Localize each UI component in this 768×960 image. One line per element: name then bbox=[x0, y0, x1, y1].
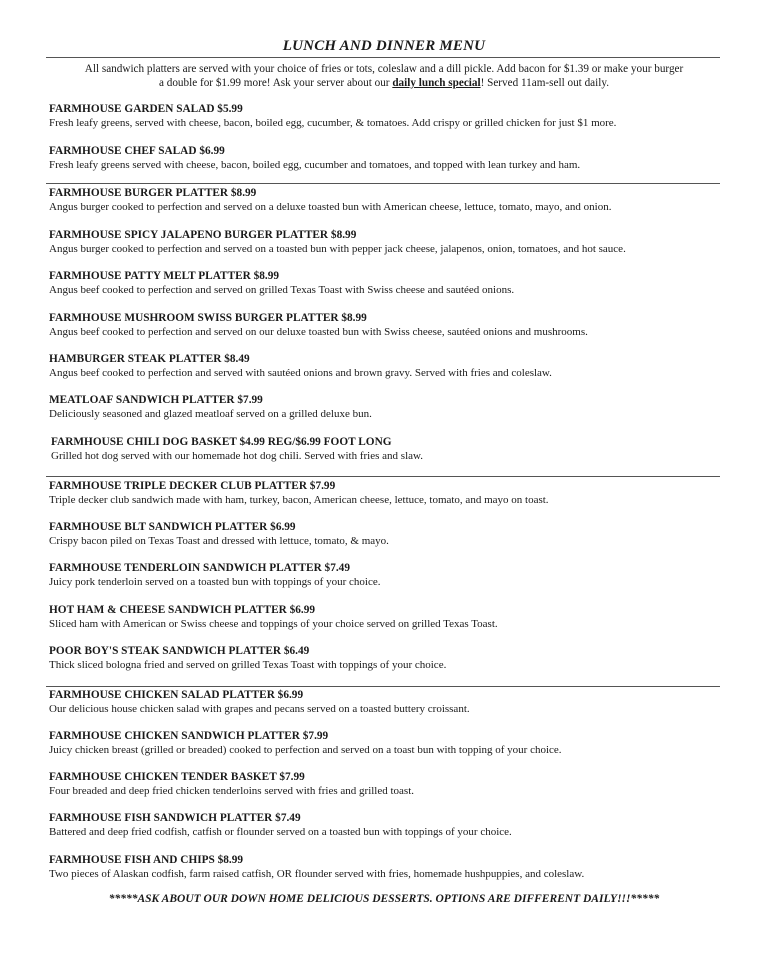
item-name: FARMHOUSE FISH AND CHIPS $8.99 bbox=[49, 854, 244, 866]
menu-item bbox=[49, 186, 739, 214]
menu-intro bbox=[48, 62, 720, 90]
divider bbox=[46, 57, 720, 58]
menu-item bbox=[49, 228, 739, 256]
item-description: Crispy bacon piled on Texas Toast and dressed with lettuce, tomato, & mayo. bbox=[49, 535, 389, 547]
item-name: FARMHOUSE CHEF SALAD $6.99 bbox=[49, 145, 225, 157]
menu-item bbox=[49, 811, 739, 839]
item-name: FARMHOUSE BURGER PLATTER $8.99 bbox=[49, 187, 257, 199]
menu-item bbox=[51, 435, 741, 463]
item-description: Angus beef cooked to perfection and served with sautéed onions and brown gravy. Served with fries and coleslaw. bbox=[49, 367, 552, 379]
menu-item bbox=[49, 144, 739, 172]
item-name: FARMHOUSE TRIPLE DECKER CLUB PLATTER $7.99 bbox=[49, 480, 336, 492]
menu-item bbox=[49, 479, 739, 507]
menu-item bbox=[49, 729, 739, 757]
intro-line-1: All sandwich platters are served with your choice of fries or tots, coleslaw and a dill pickle. Add bacon for $1.39 or make your burger bbox=[84, 63, 684, 75]
item-name: FARMHOUSE CHICKEN SANDWICH PLATTER $7.99 bbox=[49, 730, 329, 742]
item-description: Fresh leafy greens, served with cheese, bacon, boiled egg, cucumber, & tomatoes. Add crispy or grilled chicken for just $1 more. bbox=[49, 117, 617, 129]
item-description: Juicy pork tenderloin served on a toasted bun with toppings of your choice. bbox=[49, 576, 381, 588]
item-name: FARMHOUSE PATTY MELT PLATTER $8.99 bbox=[49, 270, 280, 282]
item-name: HOT HAM & CHEESE SANDWICH PLATTER $6.99 bbox=[49, 604, 316, 616]
item-name: FARMHOUSE CHILI DOG BASKET $4.99 REG/$6.99 FOOT LONG bbox=[51, 436, 392, 448]
item-name: FARMHOUSE CHICKEN SALAD PLATTER $6.99 bbox=[49, 689, 304, 701]
item-description: Sliced ham with American or Swiss cheese and toppings of your choice served on grilled Texas Toast. bbox=[49, 618, 498, 630]
item-name: FARMHOUSE BLT SANDWICH PLATTER $6.99 bbox=[49, 521, 296, 533]
item-name: FARMHOUSE FISH SANDWICH PLATTER $7.49 bbox=[49, 812, 301, 824]
menu-item bbox=[49, 853, 739, 881]
item-description: Four breaded and deep fried chicken tenderloins served with fries and grilled toast. bbox=[49, 785, 415, 797]
menu-item bbox=[49, 561, 739, 589]
menu-title: LUNCH AND DINNER MENU bbox=[282, 38, 486, 54]
item-name: FARMHOUSE GARDEN SALAD $5.99 bbox=[49, 103, 243, 115]
menu-item bbox=[49, 352, 739, 380]
item-description: Two pieces of Alaskan codfish, farm raised catfish, OR flounder served with fries, homemade hushpuppies, and coleslaw. bbox=[49, 868, 585, 880]
item-name: MEATLOAF SANDWICH PLATTER $7.99 bbox=[49, 394, 263, 406]
item-name: FARMHOUSE MUSHROOM SWISS BURGER PLATTER $8.99 bbox=[49, 312, 367, 324]
menu-item bbox=[49, 688, 739, 716]
item-description: Angus burger cooked to perfection and served on a toasted bun with pepper jack cheese, jalapenos, onion, tomatoes, and hot sauce. bbox=[49, 243, 626, 255]
intro-line-2 bbox=[48, 76, 720, 90]
daily-lunch-special: daily lunch special bbox=[392, 77, 481, 89]
item-description: Grilled hot dog served with our homemade hot dog chili. Served with fries and slaw. bbox=[51, 450, 423, 462]
item-name: FARMHOUSE SPICY JALAPENO BURGER PLATTER $8.99 bbox=[49, 229, 357, 241]
item-description: Our delicious house chicken salad with grapes and pecans served on a toasted buttery croissant. bbox=[49, 703, 470, 715]
divider bbox=[46, 686, 720, 687]
item-description: Deliciously seasoned and glazed meatloaf served on a grilled deluxe bun. bbox=[49, 408, 372, 420]
item-description: Triple decker club sandwich made with ham, turkey, bacon, American cheese, lettuce, tomato, and mayo on toast. bbox=[49, 494, 549, 506]
desserts-note: *****ASK ABOUT OUR DOWN HOME DELICIOUS DESSERTS. OPTIONS ARE DIFFERENT DAILY!!!***** bbox=[108, 893, 660, 905]
item-name: HAMBURGER STEAK PLATTER $8.49 bbox=[49, 353, 250, 365]
item-description: Angus burger cooked to perfection and served on a deluxe toasted bun with American cheese, lettuce, tomato, mayo, and onion. bbox=[49, 201, 612, 213]
menu-item bbox=[49, 269, 739, 297]
item-description: Battered and deep fried codfish, catfish or flounder served on a toasted bun with toppings of your choice. bbox=[49, 826, 512, 838]
intro-text-end: ! Served 11am-sell out daily. bbox=[480, 77, 610, 89]
divider bbox=[46, 476, 720, 477]
intro-text: a double for $1.99 more! Ask your server about our bbox=[158, 77, 393, 89]
item-description: Fresh leafy greens served with cheese, bacon, boiled egg, cucumber and tomatoes, and topped with lean turkey and ham. bbox=[49, 159, 581, 171]
menu-item bbox=[49, 770, 739, 798]
menu-item bbox=[49, 311, 739, 339]
item-name: FARMHOUSE TENDERLOIN SANDWICH PLATTER $7.49 bbox=[49, 562, 350, 574]
item-name: FARMHOUSE CHICKEN TENDER BASKET $7.99 bbox=[49, 771, 305, 783]
menu-item bbox=[49, 603, 739, 631]
item-description: Angus beef cooked to perfection and served on grilled Texas Toast with Swiss cheese and sautéed onions. bbox=[49, 284, 515, 296]
menu-item bbox=[49, 102, 739, 130]
menu-item bbox=[49, 520, 739, 548]
menu-item bbox=[49, 644, 739, 672]
item-name: POOR BOY'S STEAK SANDWICH PLATTER $6.49 bbox=[49, 645, 310, 657]
divider bbox=[46, 183, 720, 184]
item-description: Angus beef cooked to perfection and served on our deluxe toasted bun with Swiss cheese, sautéed onions and mushrooms. bbox=[49, 326, 588, 338]
menu-item bbox=[49, 393, 739, 421]
item-description: Juicy chicken breast (grilled or breaded) cooked to perfection and served on a toast bun with topping of your choice. bbox=[49, 744, 562, 756]
item-description: Thick sliced bologna fried and served on grilled Texas Toast with toppings of your choice. bbox=[49, 659, 447, 671]
